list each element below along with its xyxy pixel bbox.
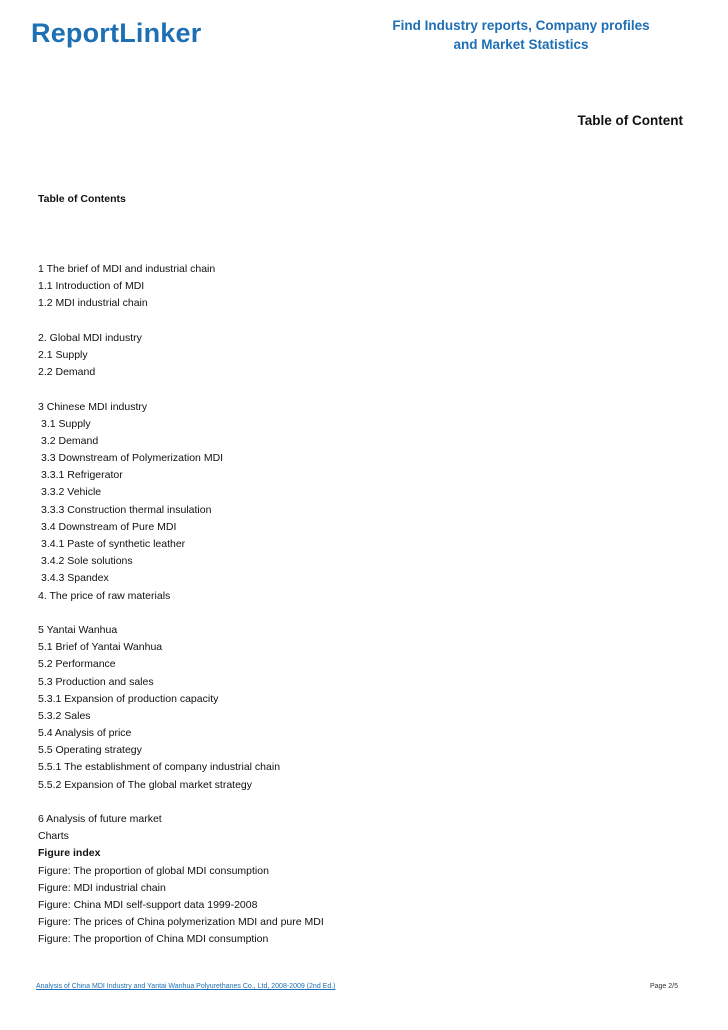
- toc-entry: 3.4.2 Sole solutions: [41, 555, 133, 568]
- toc-entry: 5.4 Analysis of price: [38, 727, 132, 740]
- toc-entry: Figure: MDI industrial chain: [38, 881, 166, 894]
- toc-entry: 5.3.1 Expansion of production capacity: [38, 692, 219, 705]
- toc-entry: 3.4.1 Paste of synthetic leather: [41, 538, 186, 550]
- toc-entry: 5.3 Production and sales: [38, 675, 154, 688]
- toc-entry: 5 Yantai Wanhua: [38, 623, 118, 636]
- toc-entry: 3.4.3 Spandex: [41, 572, 109, 585]
- toc-entry: 1 The brief of MDI and industrial chain: [38, 263, 216, 275]
- toc-entry: 3.1 Supply: [41, 417, 91, 430]
- toc-entry: 3 Chinese MDI industry: [38, 400, 148, 413]
- toc-entry: 3.3.1 Refrigerator: [41, 469, 123, 482]
- toc-entry: 5.5.2 Expansion of The global market strategy: [38, 778, 253, 791]
- toc-entry: 3.3.3 Construction thermal insulation: [41, 503, 212, 516]
- toc-entry: 3.4 Downstream of Pure MDI: [41, 520, 177, 533]
- toc-entry: Figure: The prices of China polymerization MDI and pure MDI: [38, 916, 324, 929]
- toc-entry: 1.1 Introduction of MDI: [38, 280, 145, 293]
- section-title: Table of Content: [577, 113, 683, 128]
- toc-entry: 4. The price of raw materials: [38, 589, 171, 602]
- toc-entry: 2.2 Demand: [38, 366, 96, 379]
- toc-entry: 2. Global MDI industry: [38, 331, 142, 344]
- report-title-link[interactable]: Analysis of China MDI Industry and Yantai Wanhua Polyurethanes Co., Ltd, 2008-2009 (2nd Ed.): [36, 983, 336, 990]
- toc-entry: 1.2 MDI industrial chain: [38, 297, 148, 310]
- logo[interactable]: ReportLinker: [31, 18, 202, 48]
- toc-entry: Figure: China MDI self-support data 1999-2008: [38, 898, 258, 911]
- toc-heading: Table of Contents: [38, 193, 126, 205]
- toc-entry: 3.2 Demand: [41, 434, 99, 447]
- toc-entry: 5.1 Brief of Yantai Wanhua: [38, 641, 163, 654]
- toc-entry: 3.3.2 Vehicle: [41, 486, 102, 499]
- toc-entry: Figure: The proportion of global MDI consumption: [38, 864, 269, 877]
- toc-entry: Figure: The proportion of China MDI consumption: [38, 933, 269, 946]
- toc-entry: 5.5.1 The establishment of company industrial chain: [38, 761, 281, 774]
- tagline-line-1: Find Industry reports, Company profiles: [392, 18, 650, 33]
- toc-entry: 5.2 Performance: [38, 658, 116, 671]
- table-of-contents: [38, 261, 678, 949]
- toc-entry: Figure index: [38, 847, 101, 860]
- toc-entry: 3.3 Downstream of Polymerization MDI: [41, 452, 224, 465]
- header-tagline: [378, 16, 664, 54]
- tagline-line-2: and Market Statistics: [453, 37, 589, 52]
- toc-entry: 5.3.2 Sales: [38, 709, 91, 722]
- toc-entry: 6 Analysis of future market: [38, 813, 162, 825]
- page-number: Page 2/5: [649, 983, 678, 990]
- toc-entry: 5.5 Operating strategy: [38, 744, 142, 757]
- toc-entry: Charts: [38, 830, 69, 843]
- toc-entry: 2.1 Supply: [38, 348, 88, 361]
